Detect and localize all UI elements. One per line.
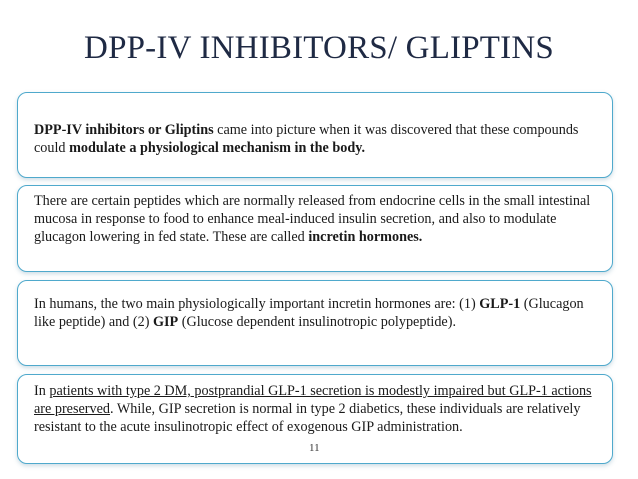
slide-title: DPP-IV INHIBITORS/ GLIPTINS: [84, 30, 554, 66]
box2-bold-end: incretin hormones.: [308, 229, 423, 245]
box3-text-c: (Glucose dependent insulinotropic polypeptide).: [178, 314, 456, 330]
content-box-1: [17, 92, 613, 178]
content-box-2: [17, 185, 613, 272]
box3-bold-gip: GIP: [152, 314, 179, 330]
box1-bold-end: modulate a physiological mechanism in the body.: [69, 140, 366, 156]
box4-text-a: In: [34, 383, 50, 399]
content-box-3: [17, 280, 613, 366]
box4-underlined: patients with type 2 DM, postprandial GLP-1 secretion is modestly impaired but GLP-1 actions are preserved: [34, 383, 592, 417]
box2-text: There are certain peptides which are normally released from endocrine cells in the small intestinal mucosa in response to food to enhance meal-induced insulin secretion, and also to modulate glucagon lowering in fed state. These are called: [34, 193, 591, 245]
box4-text-b: . While, GIP secretion is normal in type 2 diabetics, these individuals are relatively resistant to the acute insulinotropic effect of exogenous GIP administration.: [34, 401, 581, 435]
box1-bold-lead: DPP-IV inhibitors or Gliptins: [34, 122, 214, 138]
box3-bold-glp1: GLP-1: [479, 296, 521, 312]
page-number: 11: [309, 442, 320, 454]
box3-text-b: (Glucagon like peptide) and (2): [34, 296, 584, 330]
box3-text-a: In humans, the two main physiologically important incretin hormones are: (1): [34, 296, 480, 312]
box1-text: came into picture when it was discovered that these compounds could: [34, 122, 579, 156]
